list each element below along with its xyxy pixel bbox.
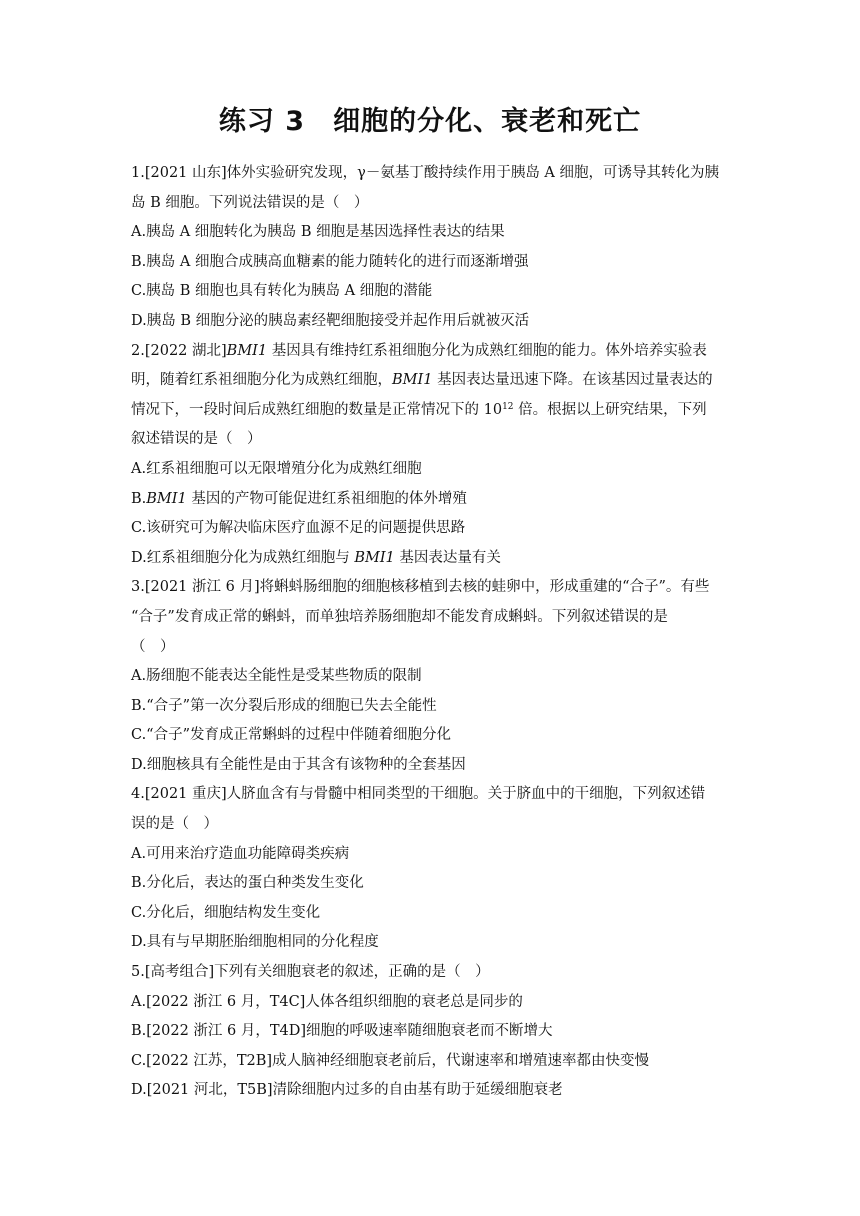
question-stem-line bbox=[131, 337, 731, 367]
option-d: D.[2021 河北，T5B]清除细胞内过多的自由基有助于延缓细胞衰老 bbox=[131, 1082, 563, 1099]
option-c: C.“合子”发育成正常蝌蚪的过程中伴随着细胞分化 bbox=[131, 727, 452, 744]
option-b: B.分化后，表达的蛋白种类发生变化 bbox=[131, 875, 364, 892]
option-text: 基因表达量有关 bbox=[394, 549, 501, 566]
question-stem-line bbox=[131, 366, 731, 396]
option-c: C.[2022 江苏，T2B]成人脑神经细胞衰老前后，代谢速率和增殖速率都由快变慢 bbox=[131, 1052, 650, 1069]
question-list bbox=[131, 159, 731, 1106]
stem-text: 倍。根据以上研究结果，下列 bbox=[513, 401, 707, 418]
question-stem-line: （ ） bbox=[131, 638, 175, 655]
question-stem-line: 岛 B 细胞。下列说法错误的是（ ） bbox=[131, 194, 369, 211]
option-a: A.红系祖细胞可以无限增殖分化为成熟红细胞 bbox=[131, 460, 422, 477]
stem-text: 基因表达量迅速下降。在该基因过量表达的 bbox=[432, 372, 713, 389]
option-a: A.可用来治疗造血功能障碍类疾病 bbox=[131, 845, 350, 862]
option-b: B.胰岛 A 细胞合成胰高血糖素的能力随转化的进行而逐渐增强 bbox=[131, 253, 529, 270]
gene-name: BMI1 bbox=[354, 549, 395, 566]
question-stem-line: 叙述错误的是（ ） bbox=[131, 431, 262, 448]
option-d: D.胰岛 B 细胞分泌的胰岛素经靶细胞接受并起作用后就被灭活 bbox=[131, 312, 530, 329]
option-c: C.该研究可为解决临床医疗血源不足的问题提供思路 bbox=[131, 520, 466, 537]
gene-name: BMI1 bbox=[146, 490, 187, 507]
question-stem-line: 3.[2021 浙江 6 月]将蝌蚪肠细胞的细胞核移植到去核的蛙卵中，形成重建的“合子”。有些 bbox=[131, 579, 710, 596]
option-prefix: B. bbox=[131, 490, 147, 507]
question-1 bbox=[131, 159, 731, 337]
stem-text: 情况下，一段时间后成熟红细胞的数量是正常情况下的 10 bbox=[131, 401, 503, 418]
stem-text: 2.[2022 湖北] bbox=[131, 342, 227, 359]
option-b bbox=[131, 485, 731, 515]
option-c: C.分化后，细胞结构发生变化 bbox=[131, 904, 321, 921]
gene-name: BMI1 bbox=[226, 342, 268, 359]
option-a: A.[2022 浙江 6 月，T4C]人体各组织细胞的衰老总是同步的 bbox=[131, 993, 523, 1010]
stem-text: 基因具有维持红系祖细胞分化为成熟红细胞的能力。体外培养实验表 bbox=[267, 342, 707, 359]
question-stem-line bbox=[131, 396, 731, 426]
question-stem-line: “合子”发育成正常的蝌蚪，而单独培养肠细胞却不能发育成蝌蚪。下列叙述错误的是 bbox=[131, 608, 668, 625]
question-3 bbox=[131, 573, 731, 780]
question-stem-line: 5.[高考组合]下列有关细胞衰老的叙述，正确的是（ ） bbox=[131, 964, 490, 981]
exponent: 12 bbox=[502, 401, 514, 412]
question-stem-line: 误的是（ ） bbox=[131, 816, 218, 833]
option-d bbox=[131, 544, 731, 574]
option-text: D.红系祖细胞分化为成熟红细胞与 bbox=[131, 549, 355, 566]
option-a: A.胰岛 A 细胞转化为胰岛 B 细胞是基因选择性表达的结果 bbox=[131, 224, 505, 241]
option-d: D.细胞核具有全能性是由于其含有该物种的全套基因 bbox=[131, 756, 466, 773]
option-b: B.[2022 浙江 6 月，T4D]细胞的呼吸速率随细胞衰老而不断增大 bbox=[131, 1023, 553, 1040]
stem-text: 明，随着红系祖细胞分化为成熟红细胞， bbox=[131, 372, 392, 389]
question-stem-line: 4.[2021 重庆]人脐血含有与骨髓中相同类型的干细胞。关于脐血中的干细胞，下列叙述错 bbox=[131, 786, 706, 803]
question-stem-line: 1.[2021 山东]体外实验研究发现，γ－氨基丁酸持续作用于胰岛 A 细胞，可诱导其转化为胰 bbox=[131, 165, 720, 181]
gene-name: BMI1 bbox=[392, 372, 433, 389]
page-title: 练习 3 细胞的分化、衰老和死亡 bbox=[218, 106, 642, 137]
question-4 bbox=[131, 780, 731, 958]
option-b: B.“合子”第一次分裂后形成的细胞已失去全能性 bbox=[131, 697, 437, 714]
option-d: D.具有与早期胚胎细胞相同的分化程度 bbox=[131, 934, 379, 951]
option-a: A.肠细胞不能表达全能性是受某些物质的限制 bbox=[131, 668, 422, 685]
question-5 bbox=[131, 958, 731, 1106]
option-text: 基因的产物可能促进红系祖细胞的体外增殖 bbox=[186, 490, 467, 507]
option-c: C.胰岛 B 细胞也具有转化为胰岛 A 细胞的潜能 bbox=[131, 283, 433, 300]
question-2 bbox=[131, 337, 731, 574]
